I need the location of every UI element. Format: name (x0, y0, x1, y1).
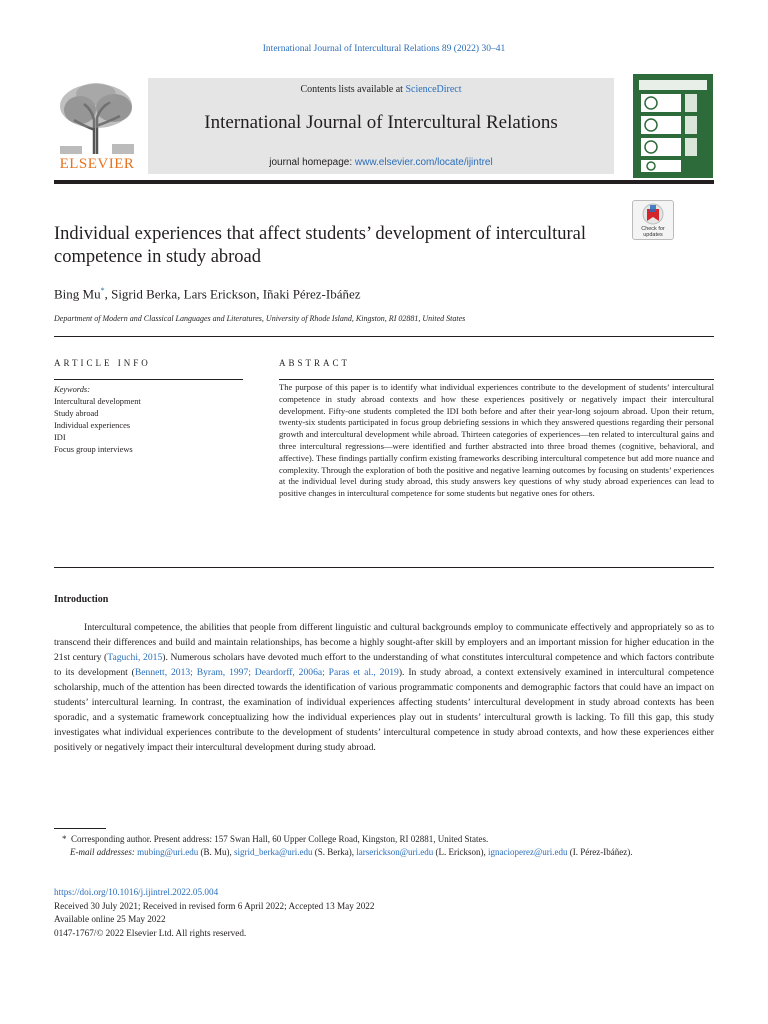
citation-link[interactable]: Bennett, 2013; Byram, 1997; Deardorff, 2006a; Paras et al., 2019 (134, 667, 399, 678)
journal-cover-image[interactable] (633, 74, 713, 178)
journal-title: International Journal of Intercultural Relations (204, 112, 558, 133)
email-link[interactable]: ignacioperez@uri.edu (487, 847, 568, 857)
check-for-updates-badge[interactable] (632, 200, 674, 240)
journal-cover-icon (633, 74, 713, 178)
corresponding-author-mark[interactable]: * (100, 286, 105, 295)
keywords-label: Keywords: (54, 385, 90, 394)
homepage-line (148, 157, 614, 168)
email-owner: (L. Erickson), (433, 847, 488, 857)
homepage-prefix: journal homepage: (269, 157, 355, 168)
email-label: E-mail addresses: (70, 847, 135, 857)
online-date: Available online 25 May 2022 (54, 914, 166, 924)
sciencedirect-link[interactable]: ScienceDirect (405, 84, 462, 95)
doi-link[interactable]: https://doi.org/10.1016/j.ijintrel.2022.05.004 (54, 887, 219, 897)
footnotes (54, 833, 714, 859)
intro-text: Intercultural competence, the abilities that people from different linguistic and cultural backgrounds employ to communicate effectively and appropriately so as to transcend their differences and build and maintain relationships, has become a highly sought-after skill by employers and an important mission for higher education in the 21st century ( (54, 622, 714, 663)
footnote-mark: * (62, 834, 67, 844)
email-link[interactable]: larserickson@uri.edu (356, 847, 434, 857)
abstract-heading: ABSTRACT (279, 358, 351, 368)
journal-banner (148, 78, 614, 174)
elsevier-logo[interactable] (54, 80, 140, 176)
header-rule (54, 180, 714, 184)
email-owner: (I. Pérez-Ibáñez). (567, 847, 633, 857)
keyword-item: Study abroad (54, 409, 99, 418)
received-dates: Received 30 July 2021; Received in revised form 6 April 2022; Accepted 13 May 2022 (54, 900, 375, 911)
abstract-rule (279, 379, 714, 380)
publication-info (54, 886, 374, 940)
intro-text: ). Numerous scholars have devoted much effort to the understanding of what constitutes intercultural competence and which factors contribute to its development ( (54, 652, 714, 678)
author-bing-mu[interactable]: Bing Mu (54, 286, 101, 302)
contents-prefix: Contents lists available at (300, 84, 406, 95)
contents-line (148, 84, 614, 95)
article-info-rule (54, 379, 243, 380)
article-title: Individual experiences that affect students’ development of intercultural competence in study abroad (54, 224, 587, 267)
email-link[interactable]: sigrid_berka@uri.edu (233, 847, 313, 857)
affiliation: Department of Modern and Classical Languages and Literatures, University of Rhode Island, Kingston, RI 02881, United States (54, 314, 466, 323)
journal-citation[interactable]: International Journal of Intercultural Relations 89 (2022) 30–41 (262, 44, 506, 54)
intro-text: ). In study abroad, a context extensively examined in intercultural competence scholarship, much of the attention has been directed towards the identification of various programmatic components and demographic factors that could have an impact on students’ intercultural learning. In contrast, the examination of individual experiences affecting students’ intercultural development in study abroad contexts has been sporadic, and a systematic framework conceptualizing how the individual experiences play out in students’ intercultural growth is lacking. To fill this gap, this study investigates what individual experiences contribute to the development of students’ intercultural competence in study abroad contexts, and how these experiences either positively or negatively impact their intercultural development during study abroad. (54, 667, 714, 753)
email-link[interactable]: mubing@uri.edu (137, 847, 199, 857)
section-rule-top (54, 336, 714, 337)
publisher-name: ELSEVIER (59, 156, 135, 172)
email-addresses (54, 846, 714, 859)
keywords-block (54, 384, 141, 456)
introduction-paragraph (54, 620, 714, 755)
keyword-item: Individual experiences (54, 421, 131, 430)
keyword-item: Intercultural development (54, 397, 141, 406)
corresponding-author-note (54, 833, 714, 846)
journal-homepage-link[interactable]: www.elsevier.com/locate/ijintrel (354, 157, 493, 168)
abstract-text: The purpose of this paper is to identify what individual experiences contribute to the development of students’ intercultural competence in study abroad contexts and how these experiences positively or negatively impact their intercultural development. Fifty-one students completed the IDI both before and after their year-long sojourn abroad. Upon their return, twenty-six students participated in focus group debriefing sessions in which they answered questions regarding their personal growth and intercultural development while abroad. Thirteen categories of experiences—ten related to intercultural gains and three intercultural regressions—were identified and further abstracted into three broad themes (cognitive, behavioral, and affective). These findings partially confirm existing frameworks describing intercultural competence but add more nuance and complexity. Through the exploration of both the positive and negative learning outcomes by focusing on students’ experiences at the individual level during study abroad, this study answers key questions of why study abroad experiences can lead to positive changes in intercultural competence for some students but negative ones for others. (279, 382, 714, 499)
article-info-heading: ARTICLE INFO (54, 358, 151, 368)
email-owner: (S. Berka), (312, 847, 357, 857)
keyword-item: Focus group interviews (54, 445, 133, 454)
corresponding-author-text: Corresponding author. Present address: 157 Swan Hall, 60 Upper College Road, Kingston, RI 02881, United States. (71, 834, 489, 844)
footnote-rule (54, 828, 106, 829)
elsevier-tree-icon (54, 80, 140, 156)
crossmark-label: Check for updates (641, 226, 665, 238)
co-authors: , Sigrid Berka, Lars Erickson, Iñaki Pérez-Ibáñez (104, 286, 361, 302)
author-list (54, 286, 361, 302)
section-rule-bottom (54, 567, 714, 568)
copyright: 0147-1767/© 2022 Elsevier Ltd. All rights reserved. (54, 927, 247, 938)
email-owner: (B. Mu), (198, 847, 234, 857)
introduction-heading: Introduction (54, 594, 109, 605)
citation-link[interactable]: Taguchi, 2015 (107, 652, 163, 663)
keyword-item: IDI (54, 433, 66, 442)
crossmark-icon (633, 201, 673, 227)
